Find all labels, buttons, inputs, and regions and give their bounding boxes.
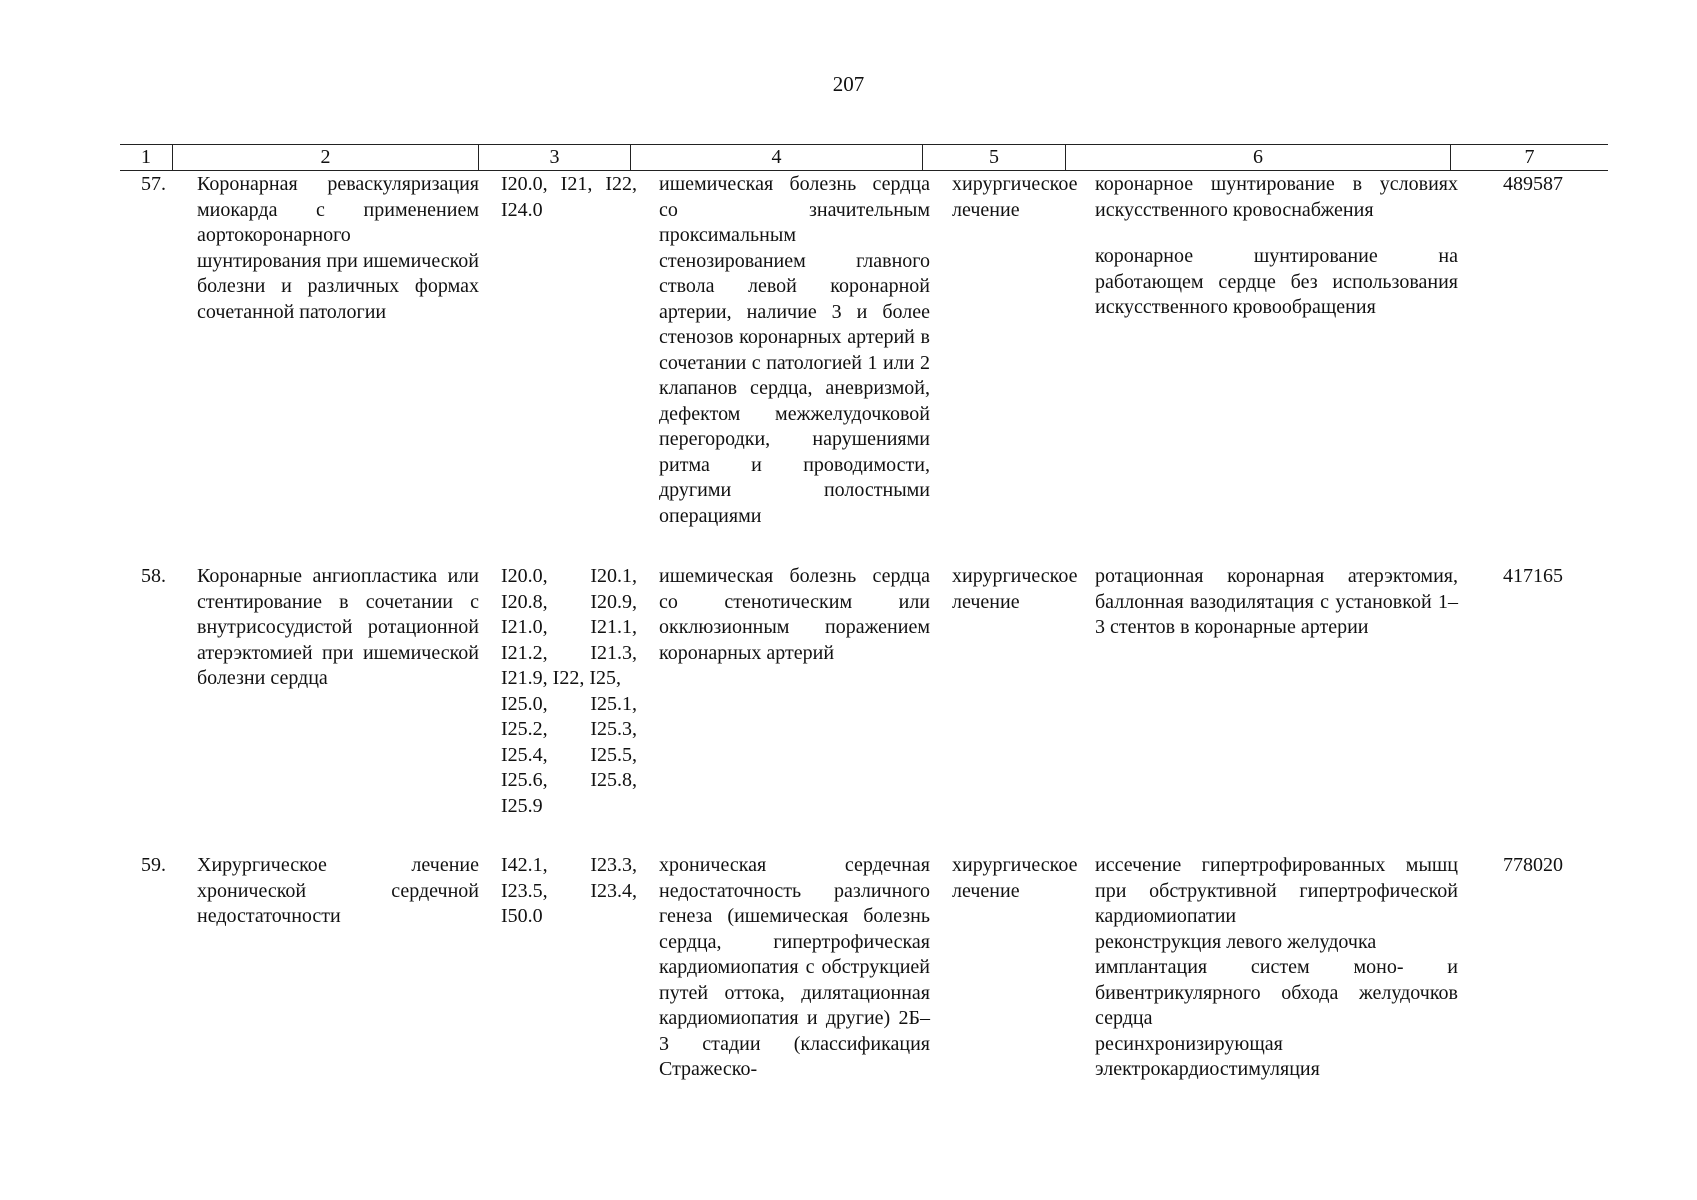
cost-value: 417165 [1503,565,1563,587]
treatment-methods [1095,172,1458,321]
code-item: I25.6, [501,769,548,791]
header-col-6: 6 [1065,145,1450,170]
code-item: I23.4, [590,879,637,902]
diagnosis-codes [501,853,637,930]
procedure-name: Коронарные ангиопластика или стентирование в сочетании с внутрисосудистой ротационной атерэктомией при ишемической болезни сердца [197,565,479,689]
treatment-type: хирургическое лечение [952,173,1078,221]
treatment-methods [1095,853,1458,1083]
diagnosis-codes: I20.0, I21, I22, I24.0 [501,173,637,221]
method-item: имплантация систем моно- и бивентрикулярного обхода желудочков сердца [1095,956,1458,1029]
diagnosis-description: ишемическая болезнь сердца со стенотическим или окклюзионным поражением коронарных артерий [659,565,930,664]
header-col-4: 4 [630,145,922,170]
row-number: 57. [141,173,166,195]
row-number: 59. [141,854,166,876]
code-item: I42.1, [501,854,548,876]
code-item: I21.9, I22, I25, [501,667,621,689]
method-item: ротационная коронарная атерэктомия, баллонная вазодилятация с установкой 1–3 стентов в коронарные артерии [1095,565,1458,638]
code-item: I25.4, [501,743,548,766]
diagnosis-codes [501,564,637,819]
method-item: коронарное шунтирование на работающем сердце без использования искусственного кровообращения [1095,245,1458,318]
cost-value: 778020 [1503,854,1563,876]
code-item: I21.1, [590,616,637,638]
method-item: коронарное шунтирование в условиях искусственного кровоснабжения [1095,173,1458,221]
treatment-methods [1095,564,1458,641]
treatment-type: хирургическое лечение [952,854,1078,902]
code-item: I25.8, [590,769,637,791]
code-item: I50.0 [501,905,543,927]
cost-value: 489587 [1503,173,1563,195]
code-item: I25.2, [501,718,548,740]
treatment-type: хирургическое лечение [952,565,1078,613]
code-item: I21.0, [501,616,548,638]
code-item: I25.0, [501,692,548,715]
code-item: I23.3, [590,854,637,876]
code-item: I25.1, [590,692,637,715]
method-item: реконструкция левого желудочка [1095,930,1377,953]
header-col-7: 7 [1450,145,1608,170]
code-item: I20.0, [501,565,548,587]
code-item: I20.8, [501,590,548,613]
code-item: I25.9 [501,794,543,817]
code-item: I20.1, [590,565,637,587]
header-col-3: 3 [478,145,630,170]
header-col-5: 5 [922,145,1065,170]
header-col-2: 2 [172,145,478,170]
code-item: I20.9, [590,590,637,613]
table-header-row [120,144,1608,171]
page-number: 207 [832,72,865,96]
method-item: ресинхронизирующая электрокардиостимуляция [1095,1032,1320,1080]
code-item: I21.3, [590,641,637,664]
procedure-name: Хирургическое лечение хронической сердечной недостаточности [197,854,479,927]
code-item: I25.5, [590,743,637,766]
code-item: I21.2, [501,641,548,664]
header-col-1: 1 [141,146,151,168]
code-item: I23.5, [501,879,548,902]
diagnosis-description: ишемическая болезнь сердца со значительным проксимальным стенозированием главного ствола левой коронарной артерии, наличие 3 и более стенозов коронарных артерий в сочетании с патологией 1 или 2 клапанов сердца, аневризмой, дефектом межжелудочковой перегородки, нарушениями ритма и проводимости, другими полостными операциями [659,173,930,527]
procedure-name: Коронарная реваскуляризация миокарда с применением аортокоронарного шунтирования при ишемической болезни и различных формах сочетанной патологии [197,173,479,323]
diagnosis-description: хроническая сердечная недостаточность различного генеза (ишемическая болезнь сердца, гипертрофическая кардиомиопатия с обструкцией путей оттока, дилятационная кардиомиопатия и другие) 2Б–3 стадии (классификация Стражеско- [659,854,930,1080]
code-item: I25.3, [590,718,637,740]
row-number: 58. [141,565,166,587]
method-item: иссечение гипертрофированных мышц при обструктивной гипертрофической кардиомиопатии [1095,854,1458,927]
